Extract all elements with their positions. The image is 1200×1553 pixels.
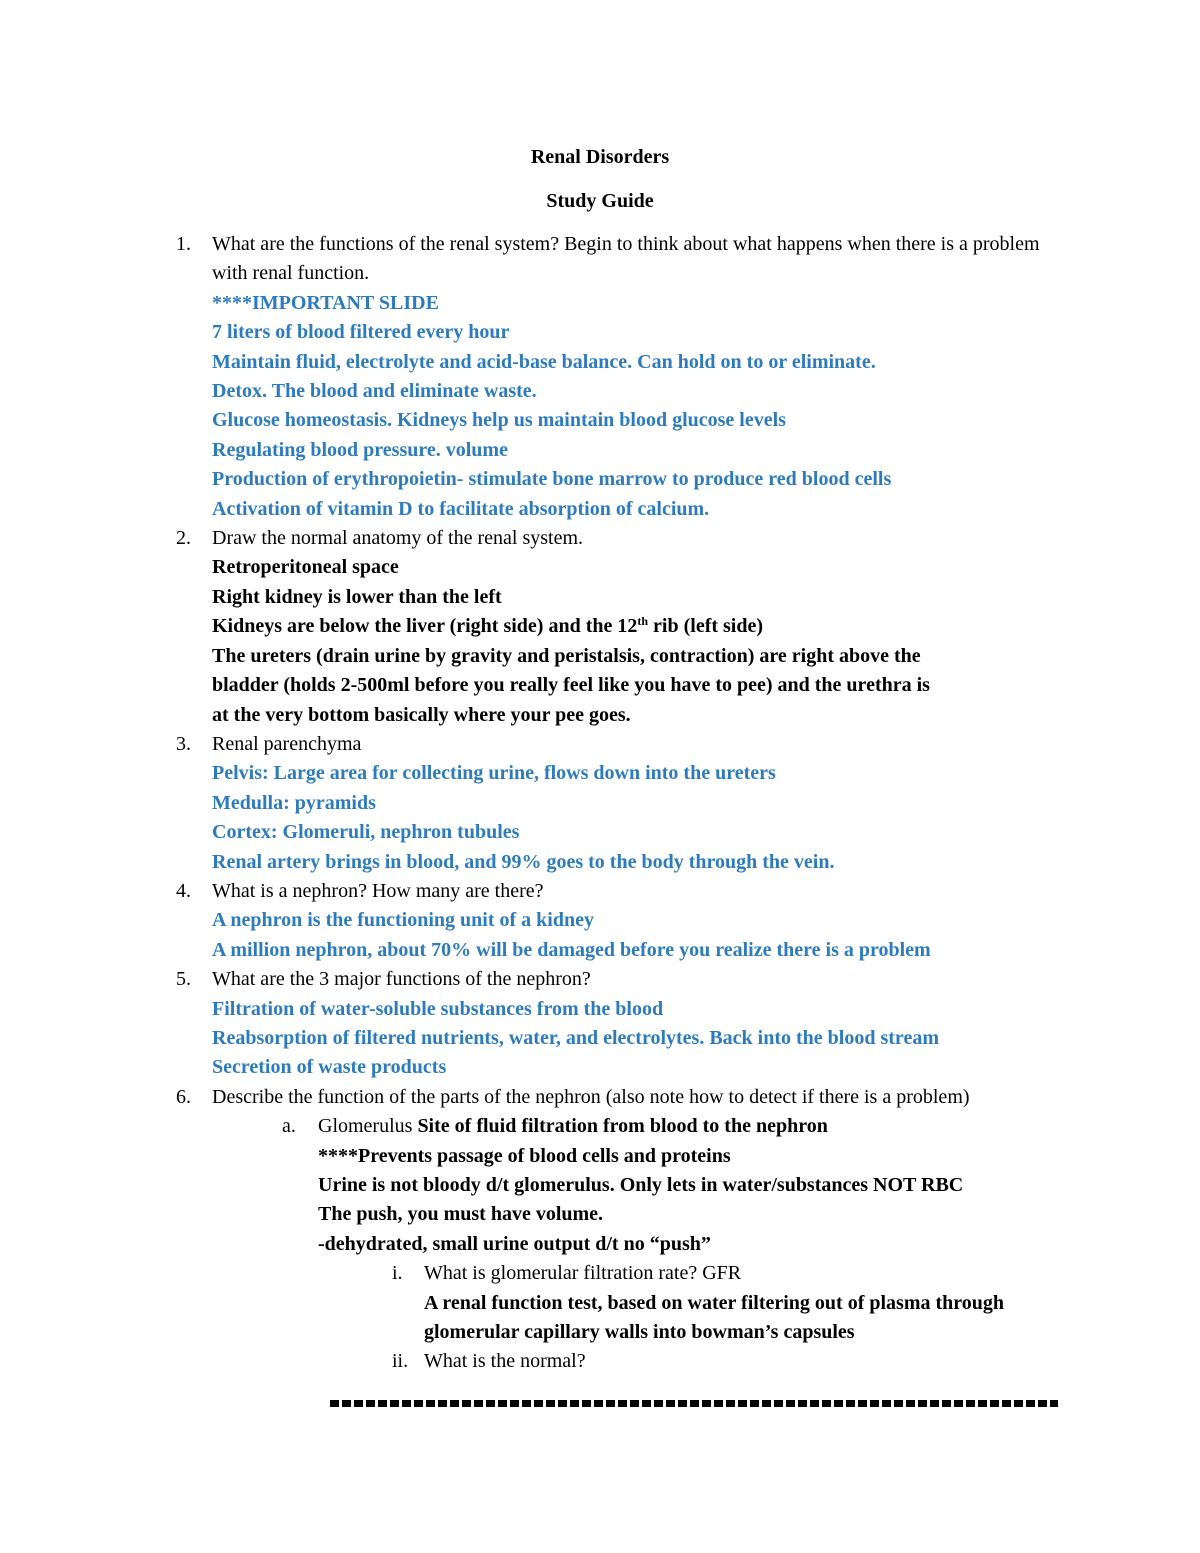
answer-line: Renal artery brings in blood, and 99% goes to the body through the vein. [212,850,835,873]
answer-line: A million nephron, about 70% will be damaged before you realize there is a problem [212,938,931,961]
answer-line: Glucose homeostasis. Kidneys help us maintain blood glucose levels [212,409,786,432]
answer-line: The ureters (drain urine by gravity and peristalsis, contraction) are right above the [212,644,921,667]
note-line: -dehydrated, small urine output d/t no “push” [318,1232,711,1255]
note-line: The push, you must have volume. [318,1203,604,1226]
answer-line [212,612,1060,641]
question-number: 5. [176,968,191,991]
superscript: th [637,614,649,629]
answer-line: at the very bottom basically where your pee goes. [212,703,631,726]
question-number: 4. [176,879,191,902]
question-text: Describe the function of the parts of the nephron (also note how to detect if there is a problem) [212,1085,970,1108]
answer-line: ****IMPORTANT SLIDE [212,291,439,314]
note-line: Urine is not bloody d/t glomerulus. Only lets in water/substances NOT RBC [318,1174,964,1196]
answer-line: Cortex: Glomeruli, nephron tubules [212,821,520,844]
question-number: 2. [176,527,191,550]
sub-label-bold: Site of fluid filtration from blood to the nephron [417,1115,828,1138]
answer-line: Detox. The blood and eliminate waste. [212,380,537,403]
question-item-2 [176,524,1060,730]
question-text: What is a nephron? How many are there? [212,879,544,902]
roman-item-normal [388,1347,1060,1376]
answer-segment: rib (left side) [648,615,764,638]
question-item-6 [176,1083,1060,1377]
answer-line: Medulla: pyramids [212,791,376,814]
question-item-1 [176,230,1060,524]
note-line: ****Prevents passage of blood cells and proteins [318,1144,731,1167]
question-number: 6. [176,1085,191,1108]
answer-line: A renal function test, based on water filtering out of plasma through [424,1291,1005,1314]
question-text: Renal parenchyma [212,732,362,755]
answer-segment: Kidneys are below the liver (right side) and the 12 [212,615,638,638]
question-item-5 [176,965,1060,1083]
document-title: Renal Disorders [530,146,670,168]
question-text: What are the functions of the renal system? Begin to think about what happens when there is a problem with renal function. [212,233,1040,285]
answer-line: Right kidney is lower than the left [212,585,502,608]
roman-question: What is glomerular filtration rate? GFR [424,1262,742,1285]
answer-line: 7 liters of blood filtered every hour [212,321,510,344]
answer-line: Production of erythropoietin- stimulate bone marrow to produce red blood cells [212,468,892,491]
document-subtitle: Study Guide [546,190,654,212]
dashed-divider [330,1400,1058,1407]
answer-line: Reabsorption of filtered nutrients, water, and electrolytes. Back into the blood stream [212,1026,939,1049]
answer-line: Retroperitoneal space [212,556,399,579]
sub-heading [318,1112,1060,1141]
answer-line: glomerular capillary walls into bowman’s capsules [424,1321,855,1344]
question-text: What are the 3 major functions of the nephron? [212,968,591,991]
question-item-3 [176,730,1060,877]
question-item-4 [176,877,1060,965]
study-guide-list [176,230,1060,1377]
question-text: Draw the normal anatomy of the renal system. [212,527,583,550]
roman-number: ii. [392,1350,409,1373]
answer-line: Activation of vitamin D to facilitate absorption of calcium. [212,497,710,520]
answer-line: Secretion of waste products [212,1056,447,1079]
roman-question: What is the normal? [424,1350,586,1373]
answer-line: Regulating blood pressure. volume [212,438,508,461]
answer-line: Filtration of water-soluble substances from the blood [212,997,664,1020]
answer-line: Maintain fluid, electrolyte and acid-base balance. Can hold on to or eliminate. [212,350,876,373]
answer-line: bladder (holds 2-500ml before you really feel like you have to pee) and the urethra is [212,674,930,697]
question-number: 3. [176,732,191,755]
answer-line: Pelvis: Large area for collecting urine, flows down into the ureters [212,762,776,785]
answer-line: A nephron is the functioning unit of a kidney [212,909,594,932]
question-number: 1. [176,233,191,255]
sub-item-glomerulus [282,1112,1060,1377]
sub-letter: a. [282,1115,296,1138]
roman-item-gfr [388,1259,1060,1347]
roman-number: i. [392,1262,403,1285]
sub-label: Glomerulus [318,1115,418,1138]
